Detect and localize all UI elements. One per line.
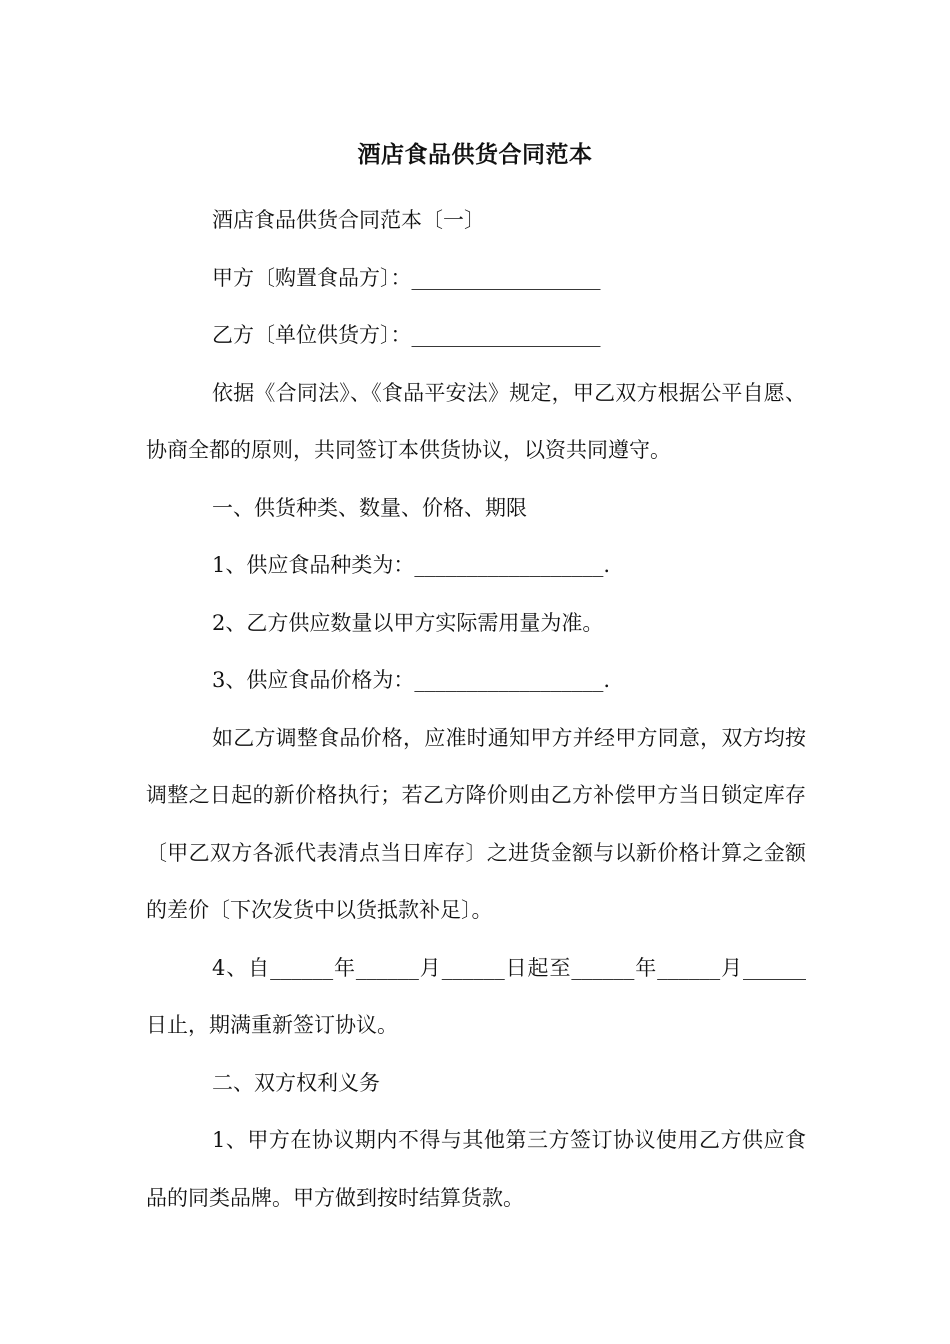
clause-2-1: 1、甲方在协议期内不得与其他第三方签订协议使用乙方供应食品的同类品牌。甲方做到按时结算货款。 <box>146 1128 806 1210</box>
document-body <box>146 192 806 1227</box>
clause-1-1: 1、供应食品种类为：__________________. <box>212 553 611 577</box>
party-a-line: 甲方〔购置食品方〕：__________________ <box>212 265 601 290</box>
document-title: 酒店食品供货合同范本 <box>357 141 593 168</box>
section-heading-2: 二、双方权利义务 <box>212 1070 380 1095</box>
clause-1-4: 4、自______年______月______日起至______年______月______日止，期满重新签订协议。 <box>146 955 806 1037</box>
party-b-line: 乙方〔单位供货方〕：__________________ <box>212 323 601 347</box>
section-heading-1: 一、供货种类、数量、价格、期限 <box>212 495 527 520</box>
price-adjustment-paragraph: 如乙方调整食品价格，应准时通知甲方并经甲方同意，双方均按调整之日起的新价格执行；若乙方降价则由乙方补偿甲方当日锁定库存〔甲乙双方各派代表清点当日库存〕之进货金额与以新价格计算之金额的差价〔下次发货中以货抵款补足〕。 <box>146 725 806 922</box>
preamble-paragraph: 依据《合同法》、《食品平安法》规定，甲乙双方根据公平自愿、协商全都的原则，共同签订本供货协议，以资共同遵守。 <box>146 380 806 462</box>
clause-1-2: 2、乙方供应数量以甲方实际需用量为准。 <box>212 610 604 635</box>
clause-1-3: 3、供应食品价格为：__________________. <box>212 668 611 692</box>
contract-subtitle: 酒店食品供货合同范本〔一〕 <box>212 208 485 232</box>
